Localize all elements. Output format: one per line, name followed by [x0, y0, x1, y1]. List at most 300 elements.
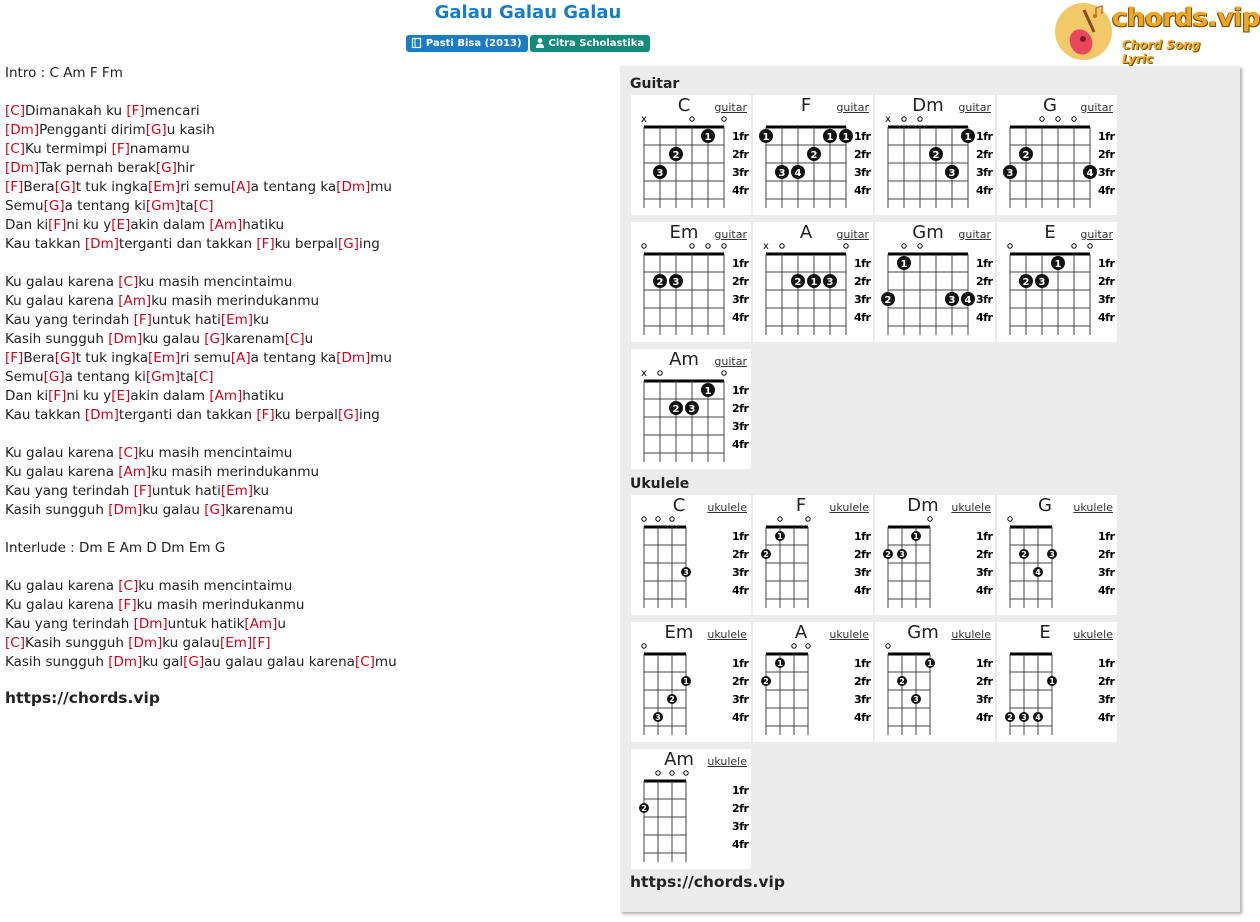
lyric-text: Kau yang terindah	[5, 312, 134, 328]
chord-link[interactable]: [G]	[183, 654, 205, 670]
chord-type-link[interactable]: ukulele	[707, 755, 747, 768]
finger-dot	[761, 549, 771, 559]
finger-dot	[775, 658, 785, 668]
svg-text:3: 3	[826, 277, 834, 288]
svg-text:1fr: 1fr	[732, 257, 749, 270]
guitar-chord-card-F[interactable]	[753, 95, 873, 215]
svg-text:1: 1	[704, 386, 712, 397]
chord-link[interactable]: [Dm]	[336, 350, 371, 366]
svg-text:2fr: 2fr	[854, 148, 871, 161]
chord-diagram	[875, 495, 995, 615]
chord-link[interactable]: [C]	[118, 578, 139, 594]
svg-text:2: 2	[885, 550, 891, 559]
svg-text:x: x	[641, 114, 647, 125]
chord-link[interactable]: [Em]	[147, 350, 181, 366]
svg-text:3: 3	[948, 168, 956, 179]
svg-text:1: 1	[826, 132, 834, 143]
svg-text:4fr: 4fr	[1098, 584, 1115, 597]
ukulele-chord-card-E[interactable]	[997, 622, 1117, 742]
chord-name: Am	[664, 749, 694, 770]
ukulele-chord-card-Am[interactable]	[631, 749, 751, 869]
chord-diagram	[753, 222, 873, 342]
lyric-line	[5, 121, 605, 140]
svg-text:3fr: 3fr	[854, 293, 871, 306]
chord-link[interactable]: [C]	[118, 274, 139, 290]
svg-text:4fr: 4fr	[976, 184, 993, 197]
chord-link[interactable]: [F]	[5, 179, 24, 195]
svg-text:1fr: 1fr	[732, 657, 749, 670]
chord-link[interactable]: [F]	[252, 635, 271, 651]
svg-text:4fr: 4fr	[976, 311, 993, 324]
lyric-line	[5, 330, 605, 349]
ukulele-chord-card-F[interactable]	[753, 495, 873, 615]
chord-link[interactable]: [E]	[111, 388, 131, 404]
chord-link[interactable]: [G]	[155, 160, 177, 176]
lyric-text: ku berpal	[274, 236, 338, 252]
svg-text:2fr: 2fr	[732, 275, 749, 288]
lyric-line	[5, 634, 605, 653]
lyric-line	[5, 311, 605, 330]
finger-dot	[961, 292, 975, 306]
chord-link[interactable]: [Dm]	[84, 236, 119, 252]
svg-text:4fr: 4fr	[854, 184, 871, 197]
chord-name: C	[672, 495, 686, 516]
chord-type-link[interactable]: ukulele	[707, 628, 747, 641]
chord-link[interactable]: [Am]	[118, 464, 152, 480]
svg-text:4fr: 4fr	[732, 438, 749, 451]
chord-link[interactable]: [Am]	[209, 388, 243, 404]
chord-link[interactable]: [Dm]	[84, 407, 119, 423]
svg-text:4fr: 4fr	[854, 711, 871, 724]
chord-name: A	[799, 222, 813, 243]
svg-text:2fr: 2fr	[976, 148, 993, 161]
svg-text:3fr: 3fr	[732, 166, 749, 179]
svg-text:3fr: 3fr	[976, 566, 993, 579]
chord-diagram	[997, 622, 1117, 742]
ukulele-chord-card-A[interactable]	[753, 622, 873, 742]
lyric-text: ku galau	[162, 635, 220, 651]
lyric-text: Kau yang terindah	[5, 616, 134, 632]
svg-text:4: 4	[1035, 713, 1041, 722]
guitar-chord-card-Am[interactable]	[631, 349, 751, 469]
chord-link[interactable]: [C]	[5, 635, 25, 651]
svg-text:3: 3	[913, 695, 919, 704]
svg-text:3fr: 3fr	[1098, 566, 1115, 579]
chord-type-link[interactable]: ukulele	[1073, 628, 1113, 641]
finger-dot	[1019, 549, 1029, 559]
chord-type-link[interactable]: ukulele	[707, 501, 747, 514]
chord-link[interactable]: [Em]	[220, 312, 254, 328]
chord-name: Am	[669, 349, 699, 370]
finger-dot	[701, 383, 715, 397]
chord-link[interactable]: [Dm]	[108, 331, 143, 347]
chord-name: G	[1038, 495, 1052, 516]
chord-diagram	[631, 222, 751, 342]
lyric-text: Ku galau karena	[5, 293, 119, 309]
svg-text:2fr: 2fr	[854, 275, 871, 288]
svg-text:1fr: 1fr	[976, 657, 993, 670]
svg-text:3fr: 3fr	[854, 693, 871, 706]
finger-dot	[761, 676, 771, 686]
svg-text:3: 3	[655, 713, 661, 722]
chord-link[interactable]: [F]	[256, 236, 275, 252]
svg-text:2fr: 2fr	[732, 402, 749, 415]
chord-link[interactable]: [G]	[43, 369, 65, 385]
svg-text:4fr: 4fr	[854, 311, 871, 324]
lyric-text: t tuk ingka	[75, 350, 148, 366]
finger-dot	[961, 129, 975, 143]
chord-diagram	[631, 622, 751, 742]
chord-type-link[interactable]: ukulele	[1073, 501, 1113, 514]
chord-link[interactable]: [Am]	[244, 616, 278, 632]
finger-dot	[823, 129, 837, 143]
chord-link[interactable]: [G]	[337, 407, 359, 423]
chord-link[interactable]: [Em]	[220, 483, 254, 499]
finger-dot	[807, 274, 821, 288]
chord-link[interactable]: [F]	[48, 217, 67, 233]
svg-text:2fr: 2fr	[976, 675, 993, 688]
chord-name: Gm	[912, 222, 944, 243]
chord-type-link[interactable]: guitar	[714, 228, 747, 241]
finger-dot	[897, 256, 911, 270]
chord-link[interactable]: [F]	[133, 312, 152, 328]
lyric-text: Intro : C Am F Fm	[5, 65, 123, 81]
svg-text:3fr: 3fr	[976, 293, 993, 306]
lyric-text: untuk hatik	[167, 616, 245, 632]
lyric-text: mu	[370, 350, 392, 366]
chord-link[interactable]: [G]	[54, 179, 76, 195]
chord-link[interactable]: [Em]	[219, 635, 253, 651]
svg-text:3: 3	[672, 277, 680, 288]
lyric-text: mencari	[144, 103, 200, 119]
lyric-text: ri semu	[180, 350, 231, 366]
finger-dot	[897, 549, 907, 559]
chord-type-link[interactable]: ukulele	[829, 501, 869, 514]
chord-link[interactable]: [F]	[5, 350, 24, 366]
album-badge[interactable]	[406, 35, 528, 52]
finger-dot	[639, 803, 649, 813]
song-title: Galau Galau Galau	[434, 2, 622, 23]
chord-link[interactable]: [Dm]	[108, 502, 143, 518]
chord-link[interactable]: [Gm]	[145, 198, 181, 214]
chord-link[interactable]: [Gm]	[145, 369, 181, 385]
finger-dot	[881, 292, 895, 306]
logo-tagline: Chord Song Lyric	[1122, 38, 1201, 66]
chord-type-link[interactable]: guitar	[714, 355, 747, 368]
chord-diagram	[997, 495, 1117, 615]
svg-text:2fr: 2fr	[854, 548, 871, 561]
finger-dot	[929, 147, 943, 161]
lyric-text: Kasih sungguh	[5, 331, 109, 347]
chord-link[interactable]: [Am]	[209, 217, 243, 233]
chord-link[interactable]: [Am]	[118, 293, 152, 309]
svg-text:1fr: 1fr	[1098, 257, 1115, 270]
svg-text:1: 1	[1054, 259, 1062, 270]
svg-text:4fr: 4fr	[732, 184, 749, 197]
chord-name: Em	[669, 222, 699, 243]
chord-link[interactable]: [Dm]	[108, 654, 143, 670]
chord-link[interactable]: [G]	[337, 236, 359, 252]
chord-link[interactable]: [C]	[284, 331, 305, 347]
lyric-text: ku berpal	[274, 407, 338, 423]
guitar-chord-card-E[interactable]	[997, 222, 1117, 342]
lyric-line	[5, 596, 605, 615]
lyric-text: Bera	[23, 350, 55, 366]
lyric-text: a tentang ka	[250, 179, 337, 195]
chord-link[interactable]: [A]	[230, 179, 251, 195]
lyric-line	[5, 292, 605, 311]
chord-link[interactable]: [A]	[230, 350, 251, 366]
svg-text:3: 3	[899, 550, 905, 559]
svg-text:3: 3	[683, 568, 689, 577]
chord-link[interactable]: [Dm]	[5, 122, 40, 138]
lyric-text: u	[277, 616, 286, 632]
svg-text:2fr: 2fr	[1098, 548, 1115, 561]
chord-link[interactable]: [G]	[145, 122, 167, 138]
finger-dot	[823, 274, 837, 288]
lyric-text: ri semu	[180, 179, 231, 195]
chord-name: E	[1039, 622, 1051, 643]
lyric-text: Semu	[5, 369, 44, 385]
site-url-left[interactable]: https://chords.vip	[5, 689, 160, 707]
lyric-text: ku masih merindukanmu	[151, 293, 320, 309]
svg-text:2: 2	[1022, 150, 1030, 161]
lyric-text: a tentang ki	[64, 198, 146, 214]
svg-text:3fr: 3fr	[732, 820, 749, 833]
lyric-text: Ku galau karena	[5, 445, 119, 461]
svg-text:2: 2	[656, 277, 664, 288]
chord-link[interactable]: [G]	[43, 198, 65, 214]
lyric-line	[5, 463, 605, 482]
guitar-section-title: Guitar	[630, 76, 680, 92]
chord-diagram	[875, 95, 995, 215]
svg-text:2fr: 2fr	[854, 675, 871, 688]
svg-text:1fr: 1fr	[854, 530, 871, 543]
lyric-text: ku masih mencintaimu	[138, 578, 293, 594]
ukulele-chord-card-Dm[interactable]	[875, 495, 995, 615]
site-url-right[interactable]: https://chords.vip	[630, 873, 785, 891]
svg-text:1: 1	[913, 532, 919, 541]
site-logo[interactable]	[1054, 2, 1260, 66]
finger-dot	[1035, 274, 1049, 288]
lyric-text: ku masih mencintaimu	[138, 445, 293, 461]
svg-text:2: 2	[794, 277, 802, 288]
chord-link[interactable]: [F]	[111, 141, 130, 157]
chord-link[interactable]: [C]	[193, 369, 214, 385]
artist-label: Citra Scholastika	[548, 38, 645, 49]
lyric-line	[5, 406, 605, 425]
svg-text:3: 3	[1021, 713, 1027, 722]
lyric-text: Bera	[23, 179, 55, 195]
svg-text:x: x	[885, 114, 891, 125]
chord-link[interactable]: [Dm]	[128, 635, 163, 651]
guitar-chord-card-Gm[interactable]	[875, 222, 995, 342]
chord-type-link[interactable]: ukulele	[951, 628, 991, 641]
guitar-chord-card-G[interactable]	[997, 95, 1117, 215]
svg-text:3fr: 3fr	[854, 166, 871, 179]
svg-text:2fr: 2fr	[732, 148, 749, 161]
chord-link[interactable]: [G]	[54, 350, 76, 366]
svg-text:4: 4	[794, 168, 802, 179]
finger-dot	[775, 165, 789, 179]
finger-dot	[667, 694, 677, 704]
chord-name: C	[677, 95, 691, 116]
svg-text:2fr: 2fr	[1098, 275, 1115, 288]
svg-text:2: 2	[641, 804, 647, 813]
chord-link[interactable]: [C]	[5, 141, 25, 157]
chord-link[interactable]: [G]	[204, 331, 226, 347]
lyric-text: Kau takkan	[5, 236, 85, 252]
lyric-line	[5, 577, 605, 596]
svg-text:1fr: 1fr	[732, 784, 749, 797]
chord-link[interactable]: [F]	[126, 103, 145, 119]
finger-dot	[653, 274, 667, 288]
lyric-text: t tuk ingka	[75, 179, 148, 195]
chord-link[interactable]: [F]	[256, 407, 275, 423]
chord-name: Dm	[912, 95, 944, 116]
lyric-text: ni ku y	[66, 388, 112, 404]
chord-type-link[interactable]: guitar	[1080, 101, 1113, 114]
guitar-chord-card-A[interactable]	[753, 222, 873, 342]
svg-text:4fr: 4fr	[732, 311, 749, 324]
ukulele-chord-card-Em[interactable]	[631, 622, 751, 742]
artist-badge[interactable]	[530, 35, 651, 52]
guitar-chord-card-Em[interactable]	[631, 222, 751, 342]
svg-text:x: x	[641, 368, 647, 379]
ukulele-chord-card-Gm[interactable]	[875, 622, 995, 742]
lyric-text: Dan ki	[5, 388, 49, 404]
chord-name: Dm	[907, 495, 939, 516]
svg-text:1: 1	[964, 132, 972, 143]
chord-link[interactable]: [Dm]	[336, 179, 371, 195]
svg-text:3: 3	[1038, 277, 1046, 288]
lyric-text: terganti dan takkan	[118, 407, 257, 423]
finger-dot	[1047, 549, 1057, 559]
lyric-line	[5, 197, 605, 216]
lyric-line	[5, 482, 605, 501]
guitar-chord-card-Dm[interactable]	[875, 95, 995, 215]
lyric-text: terganti dan takkan	[118, 236, 257, 252]
guitar-icon	[1054, 2, 1114, 62]
svg-text:1: 1	[777, 659, 783, 668]
svg-text:1: 1	[810, 277, 818, 288]
svg-text:1: 1	[777, 532, 783, 541]
lyric-text: Ku termimpi	[24, 141, 112, 157]
finger-dot	[1005, 712, 1015, 722]
chord-link[interactable]: [C]	[354, 654, 375, 670]
chord-link[interactable]: [F]	[118, 597, 137, 613]
album-label: Pasti Bisa (2013)	[425, 38, 522, 49]
finger-dot	[681, 676, 691, 686]
chord-link[interactable]: [Em]	[147, 179, 181, 195]
chord-type-link[interactable]: ukulele	[951, 501, 991, 514]
lyric-text: Kau takkan	[5, 407, 85, 423]
chord-link[interactable]: [Dm]	[133, 616, 168, 632]
lyric-text: namamu	[129, 141, 190, 157]
svg-text:2: 2	[810, 150, 818, 161]
finger-dot	[685, 401, 699, 415]
chord-type-link[interactable]: guitar	[836, 228, 869, 241]
svg-text:1fr: 1fr	[732, 384, 749, 397]
lyric-text: ku gal	[142, 654, 184, 670]
svg-text:4fr: 4fr	[976, 584, 993, 597]
svg-text:2: 2	[669, 695, 675, 704]
svg-text:3: 3	[948, 295, 956, 306]
lyric-text: a tentang ki	[64, 369, 146, 385]
chord-type-link[interactable]: guitar	[714, 101, 747, 114]
lyric-text: Ku galau karena	[5, 597, 119, 613]
chord-link[interactable]: [C]	[193, 198, 214, 214]
svg-text:1fr: 1fr	[1098, 530, 1115, 543]
lyric-line	[5, 235, 605, 254]
svg-text:1: 1	[900, 259, 908, 270]
svg-text:1fr: 1fr	[976, 530, 993, 543]
finger-dot	[1033, 567, 1043, 577]
lyric-text: Kasih sungguh	[24, 635, 129, 651]
chord-diagram	[997, 95, 1117, 215]
chord-name: Em	[664, 622, 694, 643]
chord-type-link[interactable]: guitar	[1080, 228, 1113, 241]
lyric-text: u kasih	[166, 122, 215, 138]
svg-text:1fr: 1fr	[1098, 130, 1115, 143]
user-icon	[536, 38, 544, 48]
finger-dot	[1047, 676, 1057, 686]
lyric-text: au galau galau karena	[204, 654, 355, 670]
svg-text:2fr: 2fr	[976, 275, 993, 288]
svg-text:1: 1	[683, 677, 689, 686]
svg-text:3fr: 3fr	[732, 293, 749, 306]
lyric-text: Ku galau karena	[5, 274, 119, 290]
lyric-text: akin dalam	[130, 217, 210, 233]
svg-text:2fr: 2fr	[1098, 148, 1115, 161]
chord-type-link[interactable]: ukulele	[829, 628, 869, 641]
chord-diagram	[875, 222, 995, 342]
svg-text:1fr: 1fr	[976, 130, 993, 143]
svg-text:4fr: 4fr	[732, 838, 749, 851]
ukulele-chord-card-C[interactable]	[631, 495, 751, 615]
ukulele-chord-card-G[interactable]	[997, 495, 1117, 615]
guitar-chord-card-C[interactable]	[631, 95, 751, 215]
chord-link[interactable]: [F]	[133, 483, 152, 499]
lyric-text: Dan ki	[5, 217, 49, 233]
chord-type-link[interactable]: guitar	[836, 101, 869, 114]
lyric-line	[5, 273, 605, 292]
finger-dot	[883, 549, 893, 559]
lyric-line	[5, 349, 605, 368]
finger-dot	[701, 129, 715, 143]
chord-link[interactable]: [G]	[204, 502, 226, 518]
finger-dot	[807, 147, 821, 161]
svg-text:1: 1	[927, 659, 933, 668]
chord-diagram	[631, 495, 751, 615]
chord-link[interactable]: [Dm]	[5, 160, 40, 176]
svg-text:2fr: 2fr	[1098, 675, 1115, 688]
chord-diagram	[753, 622, 873, 742]
chord-link[interactable]: [E]	[111, 217, 131, 233]
svg-text:2: 2	[672, 150, 680, 161]
svg-text:4: 4	[1086, 168, 1094, 179]
finger-dot	[945, 292, 959, 306]
finger-dot	[897, 676, 907, 686]
lyric-line	[5, 444, 605, 463]
lyric-line	[5, 615, 605, 634]
chord-type-link[interactable]: guitar	[958, 228, 991, 241]
svg-text:2: 2	[763, 677, 769, 686]
chord-type-link[interactable]: guitar	[958, 101, 991, 114]
chord-link[interactable]: [C]	[118, 445, 139, 461]
chord-link[interactable]: [F]	[48, 388, 67, 404]
chord-link[interactable]: [C]	[5, 103, 25, 119]
